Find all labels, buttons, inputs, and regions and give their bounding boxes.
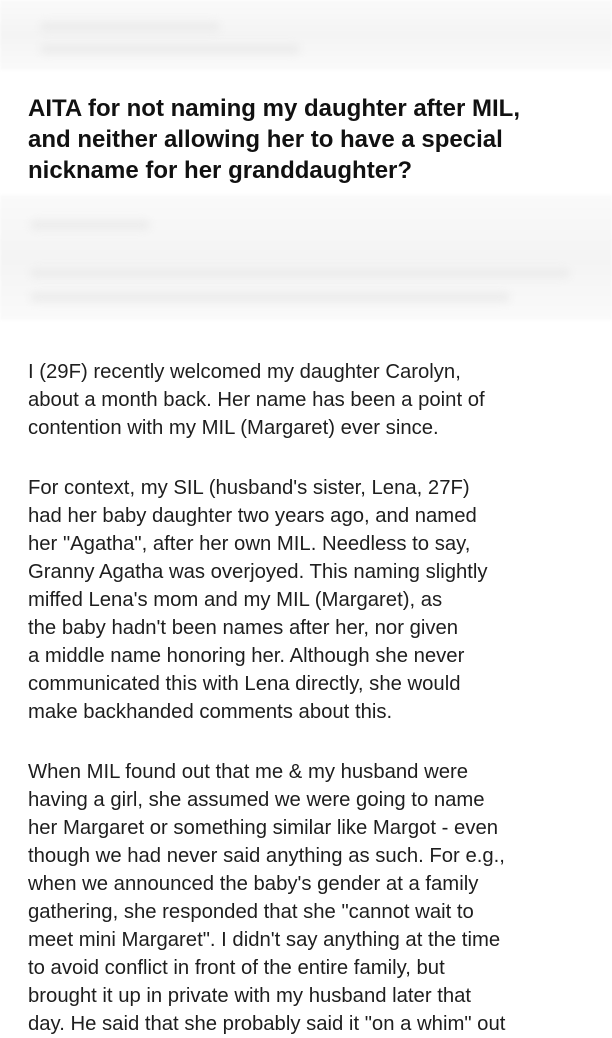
paragraph-line: to avoid conflict in front of the entire family, but (28, 957, 445, 979)
paragraph-line: When MIL found out that me & my husband were (28, 761, 469, 783)
paragraph-line: make backhanded comments about this. (28, 701, 393, 723)
blurred-metadata-line (30, 220, 150, 230)
blurred-header-line (40, 22, 220, 32)
paragraph-line: miffed Lena's mom and my MIL (Margaret), as (28, 589, 443, 611)
paragraph-line: though we had never said anything as such. For e.g., (28, 845, 505, 867)
blurred-header-region (0, 0, 612, 70)
blurred-metadata-line (30, 292, 510, 302)
post-paragraph-2 (28, 474, 598, 726)
post-title (28, 93, 588, 186)
paragraph-line: her Margaret or something similar like Margot - even (28, 817, 499, 839)
paragraph-line: her "Agatha", after her own MIL. Needless to say, (28, 533, 471, 555)
paragraph-line: the baby hadn't been names after her, nor given (28, 617, 459, 639)
paragraph-line: communicated this with Lena directly, she would (28, 673, 461, 695)
paragraph-line: when we announced the baby's gender at a family (28, 873, 479, 895)
post-paragraph-3 (28, 758, 598, 1038)
paragraph-line: brought it up in private with my husband later that (28, 985, 472, 1007)
paragraph-line: I (29F) recently welcomed my daughter Carolyn, (28, 361, 461, 383)
post-paragraph-1 (28, 358, 598, 442)
post-title-line: AITA for not naming my daughter after MIL, (28, 95, 520, 122)
paragraph-line: For context, my SIL (husband's sister, Lena, 27F) (28, 477, 470, 499)
blurred-header-line (40, 44, 300, 54)
paragraph-line: had her baby daughter two years ago, and named (28, 505, 477, 527)
paragraph-line: day. He said that she probably said it "on a whim" out (28, 1013, 506, 1035)
paragraph-line: Granny Agatha was overjoyed. This naming slightly (28, 561, 488, 583)
paragraph-line: gathering, she responded that she "cannot wait to (28, 901, 474, 923)
paragraph-line: contention with my MIL (Margaret) ever since. (28, 417, 439, 439)
paragraph-line: about a month back. Her name has been a point of (28, 389, 485, 411)
paragraph-line: a middle name honoring her. Although she never (28, 645, 465, 667)
post-title-line: nickname for her granddaughter? (28, 157, 413, 184)
blurred-metadata-line (30, 268, 570, 278)
post-title-line: and neither allowing her to have a special (28, 126, 503, 153)
paragraph-line: having a girl, she assumed we were going to name (28, 789, 485, 811)
paragraph-line: meet mini Margaret". I didn't say anything at the time (28, 929, 501, 951)
